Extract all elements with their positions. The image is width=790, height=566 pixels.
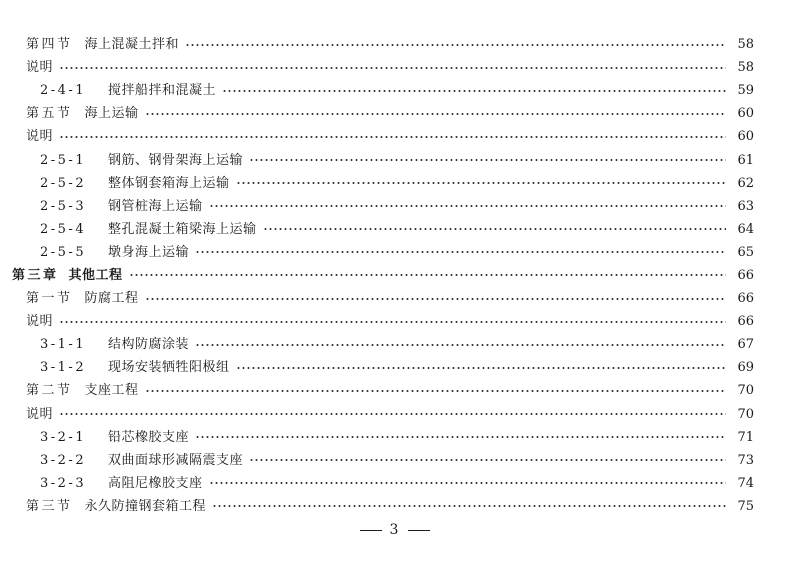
toc-entry-code: 2-5-5 [40,244,87,260]
dot-leader [145,292,726,305]
toc-entry-chapter [0,264,790,287]
toc-entry-page-number: 71 [737,429,754,445]
toc-entry-title: 说明 [26,314,54,330]
toc-entry-page-number: 66 [737,314,754,330]
toc-entry-title: 搅拌船拌和混凝土 [108,83,217,99]
toc-entry-label [40,431,189,444]
toc-entry-code: 2-5-2 [40,175,87,191]
toc-entry-item [0,79,790,102]
dot-leader [59,130,726,143]
toc-entry-section [0,495,790,518]
toc-entry-code: 3-2-2 [40,452,87,468]
toc-entry-title: 钢筋、钢骨架海上运输 [108,152,244,168]
toc-entry-code: 3-2-3 [40,475,87,491]
toc-entry-item [0,241,790,264]
toc-entry-code: 3-1-1 [40,337,87,353]
dot-leader [59,315,726,328]
toc-entry-page-number: 58 [737,60,754,76]
dot-leader [185,38,726,51]
footer-dash-right [408,530,430,531]
dot-leader [129,269,726,282]
toc-entry-page-number: 70 [737,406,754,422]
toc-entry-label [26,130,53,143]
toc-entry-page-number: 63 [737,198,754,214]
toc-entry-title: 说明 [26,406,54,422]
toc-entry-title: 说明 [26,60,54,76]
footer-dash-left [360,530,382,531]
toc-entry-page-number: 58 [737,37,754,53]
dot-leader [212,500,726,513]
toc-entry-code: 2-5-1 [40,152,87,168]
toc-entry-title: 铅芯橡胶支座 [108,429,190,445]
dot-leader [59,61,726,74]
dot-leader [59,408,726,421]
toc-entry-label [40,177,230,190]
toc-entry-note [0,310,790,333]
toc-entry-code: 2-4-1 [40,83,87,99]
toc-entry-title: 整孔混凝土箱梁海上运输 [108,221,257,237]
toc-entry-page-number: 66 [737,267,754,283]
toc-entry-item [0,426,790,449]
toc-entry-page-number: 59 [737,83,754,99]
toc-entry-code: 第一节 [26,291,73,307]
toc-entry-code: 3-1-2 [40,360,87,376]
toc-entry-label [40,223,257,236]
toc-entry-page-number: 61 [737,152,754,168]
table-of-contents [0,33,790,518]
dot-leader [195,431,726,444]
toc-entry-item [0,172,790,195]
toc-entry-code: 第五节 [26,106,73,122]
toc-entry-page-number: 62 [737,175,754,191]
toc-entry-note [0,403,790,426]
toc-entry-label [26,107,139,120]
toc-entry-title: 结构防腐涂装 [108,337,190,353]
toc-entry-code: 第四节 [26,37,73,53]
toc-entry-page-number: 67 [737,337,754,353]
toc-entry-title: 支座工程 [84,383,139,399]
toc-entry-code: 第三章 [12,267,59,283]
dot-leader [249,454,726,467]
toc-entry-title: 高阻尼橡胶支座 [108,475,203,491]
toc-entry-section [0,287,790,310]
dot-leader [263,223,726,236]
toc-entry-page-number: 64 [737,221,754,237]
footer-page-number: 3 [389,522,401,538]
toc-entry-title: 钢管桩海上运输 [108,198,203,214]
toc-entry-section [0,102,790,125]
toc-entry-title: 永久防撞钢套箱工程 [84,498,207,514]
toc-entry-label [12,269,123,282]
toc-entry-section [0,33,790,56]
toc-entry-label [26,315,53,328]
toc-entry-title: 防腐工程 [84,291,139,307]
toc-entry-label [40,477,203,490]
toc-entry-item [0,333,790,356]
toc-entry-code: 2-5-4 [40,221,87,237]
toc-entry-title: 其他工程 [68,267,123,283]
toc-entry-page-number: 74 [737,475,754,491]
toc-entry-label [40,338,189,351]
toc-entry-label [26,384,139,397]
toc-entry-title: 整体钢套箱海上运输 [108,175,230,191]
toc-entry-item [0,148,790,171]
toc-entry-label [40,454,243,467]
toc-entry-code: 第二节 [26,383,73,399]
toc-entry-page-number: 73 [737,452,754,468]
dot-leader [236,177,726,190]
toc-entry-label [40,246,189,259]
toc-entry-code: 2-5-3 [40,198,87,214]
toc-entry-title: 海上混凝土拌和 [84,37,180,53]
dot-leader [195,246,726,259]
dot-leader [209,477,726,490]
toc-entry-page-number: 60 [737,106,754,122]
toc-entry-label [26,38,179,51]
dot-leader [209,200,726,213]
toc-entry-page-number: 69 [737,360,754,376]
toc-entry-title: 现场安装牺牲阳极组 [108,360,230,376]
toc-entry-label [40,84,216,97]
toc-entry-label [26,408,53,421]
toc-entry-label [26,500,206,513]
toc-entry-page-number: 60 [737,129,754,145]
toc-entry-title: 说明 [26,129,54,145]
toc-entry-label [40,154,243,167]
toc-entry-item [0,356,790,379]
toc-entry-section [0,379,790,402]
toc-entry-item [0,449,790,472]
dot-leader [145,384,726,397]
toc-entry-code: 3-2-1 [40,429,87,445]
toc-entry-label [26,61,53,74]
toc-entry-label [26,292,139,305]
toc-entry-item [0,218,790,241]
toc-entry-page-number: 66 [737,291,754,307]
page-footer [0,522,790,538]
toc-entry-title: 墩身海上运输 [108,244,190,260]
toc-entry-page-number: 75 [737,498,754,514]
toc-entry-item [0,472,790,495]
toc-entry-item [0,195,790,218]
toc-entry-title: 双曲面球形减隔震支座 [108,452,244,468]
toc-entry-note [0,125,790,148]
toc-entry-label [40,200,203,213]
dot-leader [145,107,726,120]
toc-entry-label [40,361,230,374]
toc-entry-note [0,56,790,79]
dot-leader [249,154,726,167]
toc-entry-page-number: 65 [737,244,754,260]
dot-leader [222,84,726,97]
toc-entry-title: 海上运输 [84,106,139,122]
toc-entry-code: 第三节 [26,498,73,514]
dot-leader [236,361,726,374]
toc-entry-page-number: 70 [737,383,754,399]
dot-leader [195,338,726,351]
